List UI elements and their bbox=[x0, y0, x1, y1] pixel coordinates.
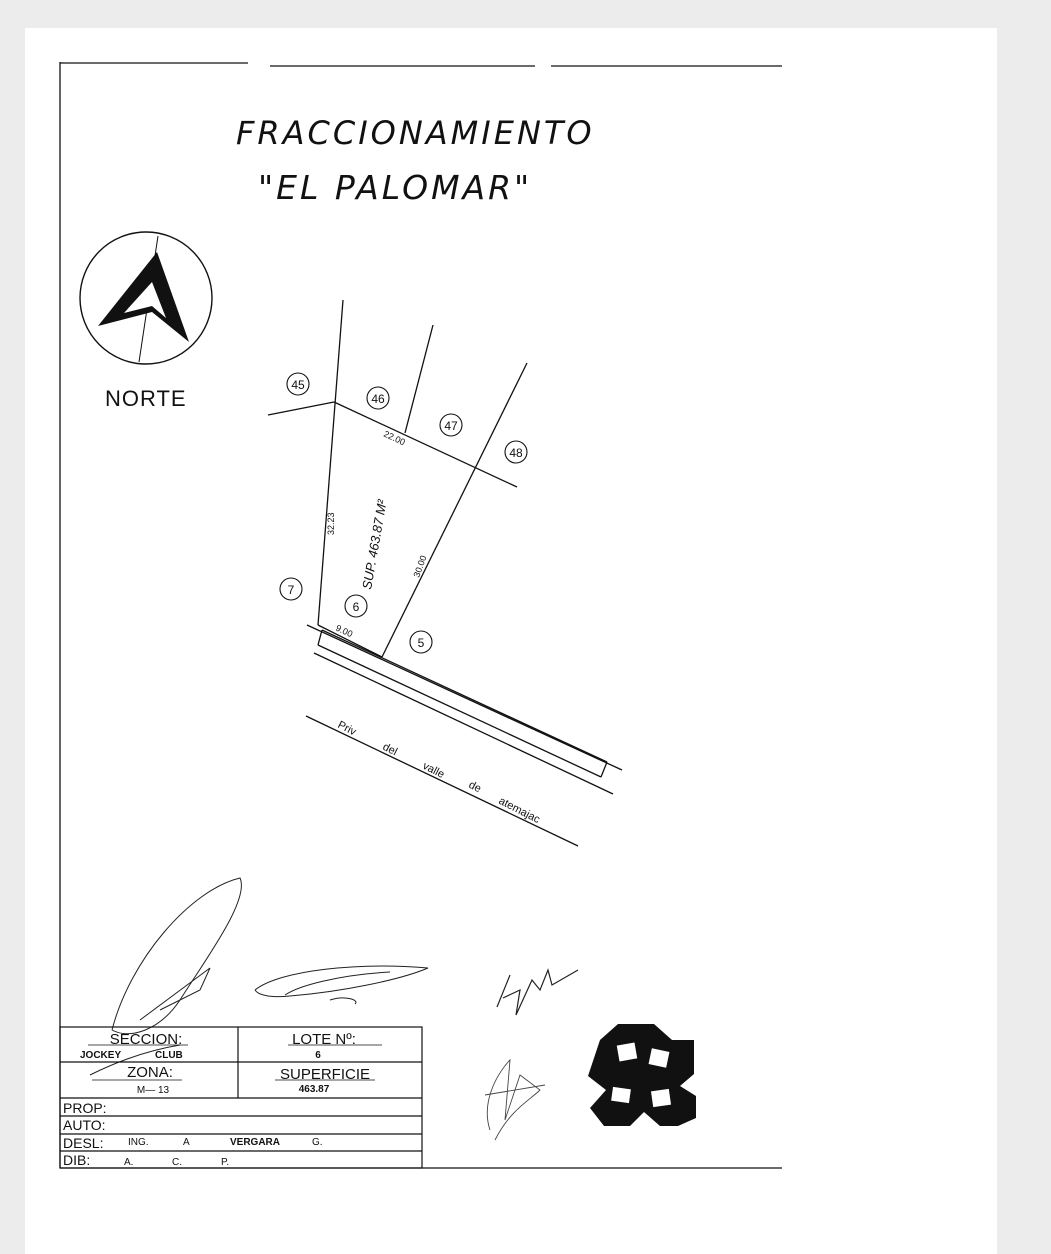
lot-marker-45 bbox=[287, 373, 309, 395]
seal-stamp bbox=[588, 1024, 696, 1126]
lot-number: 45 bbox=[291, 378, 305, 392]
desl-value: A bbox=[183, 1137, 190, 1148]
dib-value: C. bbox=[172, 1157, 182, 1168]
lot-marker-6 bbox=[345, 595, 367, 617]
lot-marker-7 bbox=[280, 578, 302, 600]
street-word: de bbox=[466, 778, 484, 796]
desl-value: ING. bbox=[128, 1137, 149, 1148]
dib-label: DIB: bbox=[63, 1152, 91, 1168]
lot-number: 47 bbox=[444, 419, 458, 433]
desl-label: DESL: bbox=[63, 1135, 104, 1151]
lot-markers bbox=[280, 373, 527, 653]
superficie-label: SUPERFICIE bbox=[279, 1066, 371, 1083]
street-word: valle bbox=[420, 759, 447, 781]
auto-label: AUTO: bbox=[63, 1117, 106, 1133]
seccion-value: CLUB bbox=[155, 1050, 183, 1061]
north-label: NORTE bbox=[105, 386, 187, 411]
lot-boundaries bbox=[268, 300, 622, 846]
lot-number: 5 bbox=[417, 636, 425, 650]
document-title: FRACCIONAMIENTO bbox=[236, 114, 595, 152]
lot-number: 46 bbox=[371, 392, 385, 406]
lot-number: 7 bbox=[287, 583, 295, 597]
development-name: "EL PALOMAR" bbox=[258, 168, 533, 207]
signature-4 bbox=[485, 1060, 545, 1140]
lot-marker-48 bbox=[505, 441, 527, 463]
seccion-value: JOCKEY bbox=[80, 1050, 122, 1061]
street-word: del bbox=[380, 740, 400, 759]
desl-value: G. bbox=[312, 1137, 323, 1148]
area-label: SUP. 463.87 M² bbox=[359, 498, 390, 591]
lot-marker-47 bbox=[440, 414, 462, 436]
dib-value: A. bbox=[124, 1157, 134, 1168]
seccion-label: SECCION: bbox=[109, 1031, 183, 1048]
superficie-value: 463.87 bbox=[298, 1084, 330, 1095]
street-word: atemajac bbox=[496, 794, 542, 826]
lote-label: LOTE Nº: bbox=[292, 1031, 356, 1048]
prop-label: PROP: bbox=[63, 1100, 107, 1116]
drawing-frame bbox=[60, 62, 782, 1168]
dimension-labels bbox=[326, 429, 429, 639]
zona-value: M— 13 bbox=[136, 1085, 170, 1096]
dib-value: P. bbox=[221, 1157, 230, 1168]
right-dimension: 30.00 bbox=[411, 554, 429, 579]
signature-2 bbox=[255, 966, 428, 1004]
lot-marker-46 bbox=[367, 387, 389, 409]
zona-label: ZONA: bbox=[127, 1064, 173, 1081]
left-dimension: 32.23 bbox=[326, 512, 336, 535]
title-block bbox=[60, 1027, 422, 1168]
desl-value: VERGARA bbox=[230, 1137, 281, 1148]
back-dimension: 22.00 bbox=[382, 428, 407, 448]
signature-3 bbox=[497, 970, 578, 1015]
lot-number-subject: 6 bbox=[352, 600, 360, 614]
lot-marker-5 bbox=[410, 631, 432, 653]
front-dimension: 9.00 bbox=[334, 622, 355, 640]
north-arrow-icon bbox=[80, 232, 212, 364]
street-word: Priv bbox=[335, 718, 358, 739]
lot-number: 48 bbox=[509, 446, 523, 460]
lote-value: 6 bbox=[315, 1050, 321, 1061]
